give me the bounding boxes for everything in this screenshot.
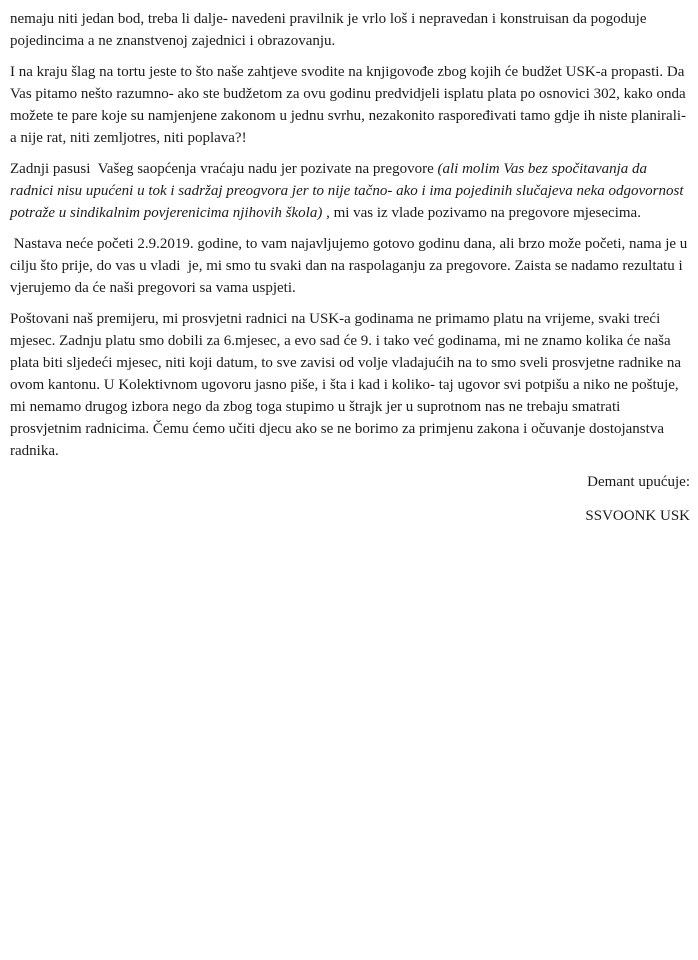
- signature-label: Demant upućuje:: [587, 474, 690, 490]
- paragraph-3-italic-remark: (ali molim Vas bez spočitavanja da radnici nisu upućeni u tok i sadržaj preogvora jer to nije tačno- ako i ima pojedinih slučajeva neka odgovornost potraže u sindikalnim povjerenicima njihovih škola): [10, 161, 688, 221]
- paragraph-1: nemaju niti jedan bod, treba li dalje- navedeni pravilnik je vrlo loš i nepravedan i konstruisan da pogoduje pojedincima a ne znanstvenoj zajednici i obrazovanju.: [10, 11, 651, 49]
- paragraph-4: Nastava neće početi 2.9.2019. godine, to vam najavljujemo gotovo godinu dana, ali brzo može početi, nama je u cilju što prije, do vas u vladi je, mi smo tu svaki dan na raspolaganju za pregovore. Zaista se nadamo rezultatu i vjerujemo da će naši pregovori sa vama uspjeti.: [10, 236, 692, 296]
- paragraph-2: I na kraju šlag na tortu jeste to što naše zahtjeve svodite na knjigovođe zbog kojih će budžet USK-a propasti. Da Vas pitamo nešto razumno- ako ste budžetom za ovu godinu predvidjeli isplatu plata po osnovici 302, kako onda možete te pare koje su namjenjene zakonom u jednu svrhu, nezakonito raspoređivati tamo gdje ih niste planirali- a nije rat, niti zemljotres, niti poplava?!: [10, 64, 690, 146]
- paragraph-3-text-end: , mi vas iz vlade pozivamo na pregovore mjesecima.: [322, 205, 641, 221]
- signature-name: SSVOONK USK: [585, 508, 690, 524]
- paragraph-3-text-start: Zadnji pasusi Vašeg saopćenja vraćaju nadu jer pozivate na pregovore: [10, 161, 438, 177]
- paragraph-5: Poštovani naš premijeru, mi prosvjetni radnici na USK-a godinama ne primamo platu na vrijeme, svaki treći mjesec. Zadnju platu smo dobili za 6.mjesec, a evo sad će 9. i tako već godinama, mi ne znamo kolika će naša plata biti sljedeći mjesec, niti koji datum, to sve zavisi od volje vladajućih na to smo sveli prosvjetne radnike na ovom kantonu. U Kolektivnom ugovoru jasno piše, i šta i kad i koliko- taj ugovor svi potpišu a niko ne poštuje, mi nemamo drugog izbora nego da zbog toga stupimo u štrajk jer u suprotnom nas ne trebaju smatrati prosvjetnim radnicima. Čemu ćemo učiti djecu ako se ne borimo za primjenu zakona i očuvanje dostojanstva radnika.: [10, 311, 685, 459]
- paragraph-3: [10, 158, 690, 224]
